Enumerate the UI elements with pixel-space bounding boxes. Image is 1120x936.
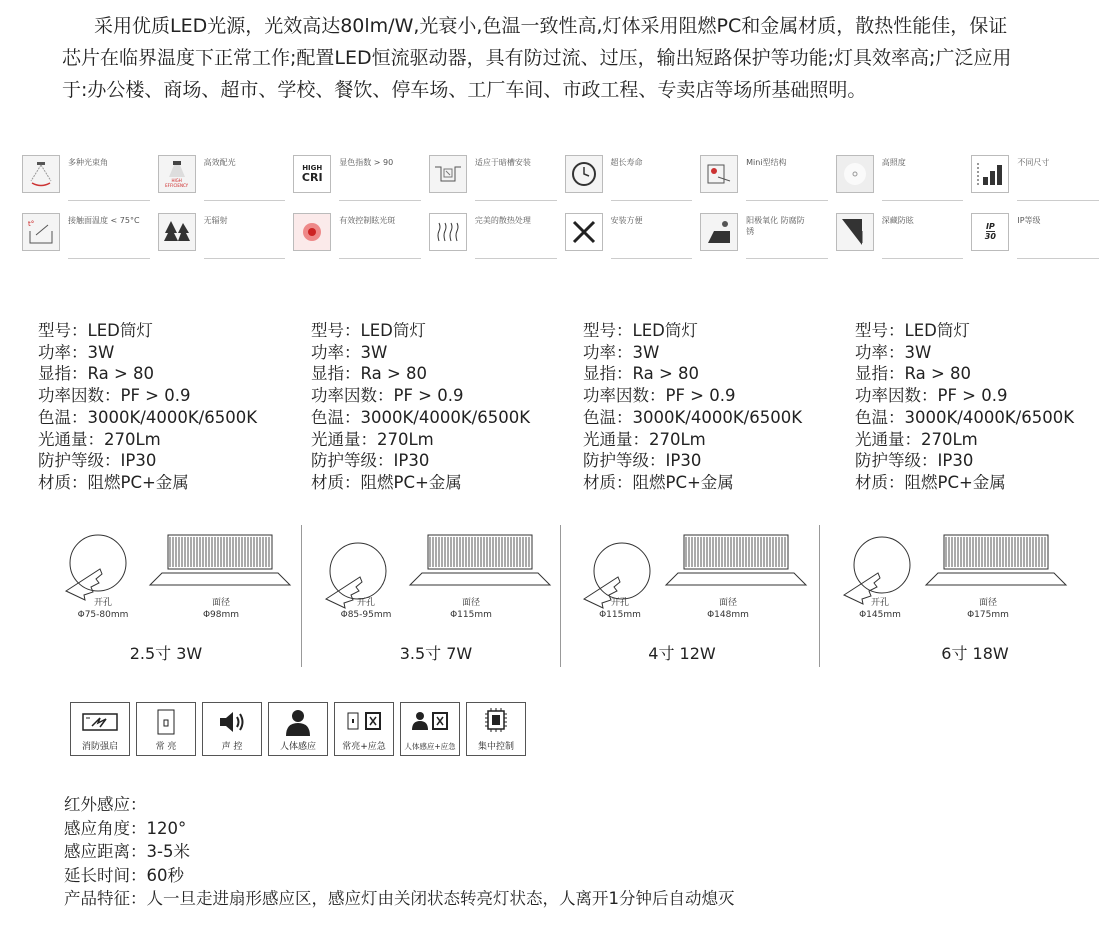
divider-line	[204, 200, 286, 201]
divider-line	[611, 200, 693, 201]
intro-line: 于:办公楼、商场、超市、学校、餐饮、停车场、工厂车间、市政工程、专卖店等场所基础照明。	[62, 79, 867, 101]
dimension-diagram	[570, 525, 830, 665]
spec-line: 色温：3000K/4000K/6500K	[38, 407, 258, 427]
sensor-feature: 产品特征：人一旦走进扇形感应区，感应灯由关闭状态转亮灯状态，人离开1分钟后自动熄灭	[64, 889, 735, 908]
spec-line: 色温：3000K/4000K/6500K	[855, 407, 1075, 427]
divider-line	[1017, 258, 1099, 259]
feature-label: 安装方便	[610, 216, 643, 225]
high-efficiency-icon	[158, 155, 196, 193]
control-mode-label: 人体感应+应急	[404, 742, 456, 751]
divider-line	[339, 200, 421, 201]
divider-line	[611, 258, 693, 259]
control-mode-item	[202, 702, 262, 756]
temperature-text: t°	[28, 220, 35, 228]
feature-label: 超长寿命	[610, 158, 643, 167]
sensor-description	[64, 793, 735, 911]
control-mode-label: 常 亮	[155, 742, 177, 752]
control-mode-item	[268, 702, 328, 756]
feature-label: 高效配光	[203, 158, 236, 167]
spec-line: 功率：3W	[38, 342, 115, 362]
face-value: Φ98mm	[202, 610, 240, 620]
spec-line: 材质：阻燃PC+金属	[38, 472, 189, 492]
divider-line	[339, 258, 421, 259]
spec-block	[311, 320, 530, 494]
human-sensor-icon	[269, 707, 327, 737]
sensor-title: 红外感应：	[64, 795, 147, 814]
spec-line: 型号：LED筒灯	[583, 321, 698, 340]
hole-value: Φ75-80mm	[77, 610, 129, 620]
feature-label: 完美的散热处理	[474, 216, 531, 225]
divider-line	[882, 200, 964, 201]
spec-line: 色温：3000K/4000K/6500K	[583, 407, 803, 427]
spec-line: 材质：阻燃PC+金属	[855, 472, 1006, 492]
spec-block	[38, 320, 257, 494]
control-mode-item	[466, 702, 526, 756]
feature-item	[22, 153, 158, 211]
feature-item	[158, 153, 294, 211]
feature-label: Mini型结构	[746, 158, 787, 167]
sensor-distance: 感应距离：3-5米	[64, 842, 190, 861]
beam-angle-icon	[22, 155, 60, 193]
spec-line: 功率因数：PF > 0.9	[311, 386, 464, 406]
spec-line: 功率因数：PF > 0.9	[38, 386, 191, 406]
always-on-emergency-icon	[335, 707, 393, 737]
control-mode-label: 人体感应	[279, 742, 316, 752]
control-modes	[70, 702, 532, 756]
feature-item	[700, 153, 836, 211]
control-mode-label: 常亮+应急	[342, 742, 386, 752]
size-label: 2.5寸 3W	[129, 644, 203, 663]
face-label: 面径	[461, 598, 480, 608]
spec-line: 显指：Ra > 80	[38, 364, 155, 384]
high-illuminance-icon	[836, 155, 874, 193]
spec-line: 光通量：270Lm	[311, 429, 434, 449]
hole-label: 开孔	[356, 598, 375, 608]
spec-line: 防护等级：IP30	[311, 451, 430, 471]
hole-value: Φ145mm	[859, 610, 901, 620]
human-sensor-emergency-icon	[401, 707, 459, 737]
feature-row	[22, 211, 1107, 269]
feature-label: 接触面温度 < 75°C	[68, 216, 140, 225]
size-label: 6寸 18W	[941, 644, 1009, 663]
control-mode-label: 集中控制	[477, 742, 514, 752]
long-life-clock-icon	[565, 155, 603, 193]
sensor-angle: 感应角度：120°	[64, 818, 187, 838]
spec-line: 功率因数：PF > 0.9	[855, 386, 1008, 406]
spec-line: 材质：阻燃PC+金属	[583, 472, 734, 492]
intro-line: 芯片在临界温度下正常工作;配置LED恒流驱动器，具有防过流、过压，输出短路保护等功能;灯具效率高;广泛应用	[62, 47, 1012, 69]
feature-item	[293, 211, 429, 269]
spec-line: 色温：3000K/4000K/6500K	[311, 407, 531, 427]
divider-line	[475, 200, 557, 201]
feature-label: 显色指数 > 90	[339, 158, 394, 167]
spec-line: 功率：3W	[311, 342, 388, 362]
spec-line: 光通量：270Lm	[583, 429, 706, 449]
glare-control-icon	[293, 213, 331, 251]
feature-item	[971, 153, 1107, 211]
spec-line: 型号：LED筒灯	[38, 321, 153, 340]
control-mode-item	[70, 702, 130, 756]
divider-line	[475, 258, 557, 259]
feature-row	[22, 153, 1107, 211]
feature-item	[158, 211, 294, 269]
spec-line: 功率：3W	[855, 342, 932, 362]
feature-item	[836, 211, 972, 269]
spec-line: 显指：Ra > 80	[583, 364, 700, 384]
face-value: Φ148mm	[707, 610, 749, 620]
cri-text-high: HIGH	[302, 164, 323, 172]
spec-line: 显指：Ra > 80	[855, 364, 972, 384]
spec-line: 光通量：270Lm	[38, 429, 161, 449]
feature-label: 高照度	[881, 158, 906, 167]
intro-paragraph	[62, 10, 1062, 106]
fire-emergency-icon	[71, 707, 129, 737]
cri-text-cri: CRI	[301, 171, 323, 184]
spec-line: 防护等级：IP30	[38, 451, 157, 471]
dimension-diagram	[306, 525, 566, 665]
divider-line	[68, 258, 150, 259]
divider-line	[68, 200, 150, 201]
feature-label: IP等级	[1017, 216, 1041, 225]
feature-item	[565, 153, 701, 211]
deep-anti-glare-icon	[836, 213, 874, 251]
size-label: 3.5寸 7W	[399, 644, 473, 663]
feature-label: 多种光束角	[68, 158, 108, 167]
feature-label: 阳极氧化 防腐防锈	[746, 216, 805, 236]
sensor-delay: 延长时间：60秒	[64, 865, 184, 885]
spec-line: 功率因数：PF > 0.9	[583, 386, 736, 406]
feature-label: 有效控制眩光斑	[339, 216, 396, 225]
face-label: 面径	[211, 598, 230, 608]
hole-label: 开孔	[870, 598, 889, 608]
feature-label: 不同尺寸	[1017, 158, 1050, 167]
divider-line	[1017, 200, 1099, 201]
ip-rating-icon	[971, 213, 1009, 251]
heat-dissipation-icon	[429, 213, 467, 251]
feature-label: 无辐射	[203, 216, 228, 225]
spec-line: 型号：LED筒灯	[311, 321, 426, 340]
control-mode-item	[400, 702, 460, 756]
recessed-install-icon	[429, 155, 467, 193]
divider-line	[746, 200, 828, 201]
feature-label: 适应于暗槽安装	[474, 158, 531, 167]
control-mode-item	[136, 702, 196, 756]
feature-item	[700, 211, 836, 269]
feature-item	[293, 153, 429, 211]
hole-value: Φ115mm	[599, 610, 641, 620]
spec-block	[583, 320, 802, 494]
control-mode-label: 消防强启	[81, 742, 118, 752]
mini-structure-icon	[700, 155, 738, 193]
feature-item	[565, 211, 701, 269]
anodized-icon	[700, 213, 738, 251]
feature-item	[429, 153, 565, 211]
sizes-icon	[971, 155, 1009, 193]
ip-number: 30	[984, 232, 996, 241]
hole-label: 开孔	[610, 598, 629, 608]
high-cri-icon	[293, 155, 331, 193]
feature-item	[971, 211, 1107, 269]
spec-line: 光通量：270Lm	[855, 429, 978, 449]
spec-block	[855, 320, 1074, 494]
face-label: 面径	[718, 598, 737, 608]
feature-label: 深藏防眩	[881, 216, 914, 225]
divider-line	[746, 258, 828, 259]
spec-line: 功率：3W	[583, 342, 660, 362]
easy-install-tools-icon	[565, 213, 603, 251]
no-radiation-trees-icon	[158, 213, 196, 251]
divider-line	[204, 258, 286, 259]
control-mode-label: 声 控	[221, 742, 243, 752]
feature-item	[836, 153, 972, 211]
feature-item	[22, 211, 158, 269]
dimension-diagram	[46, 525, 306, 665]
spec-line: 防护等级：IP30	[583, 451, 702, 471]
face-label: 面径	[978, 598, 997, 608]
surface-temperature-icon	[22, 213, 60, 251]
dimension-diagram	[830, 525, 1090, 665]
ip-text: IP	[985, 222, 995, 231]
sound-control-speaker-icon	[203, 707, 261, 737]
always-on-switch-icon	[137, 707, 195, 737]
high-efficiency-text: HIGH EFFICIENCY	[165, 178, 189, 188]
size-label: 4寸 12W	[648, 644, 716, 663]
feature-item	[429, 211, 565, 269]
face-value: Φ115mm	[450, 610, 492, 620]
central-control-chip-icon	[467, 707, 525, 737]
spec-line: 显指：Ra > 80	[311, 364, 428, 384]
hole-label: 开孔	[93, 598, 112, 608]
face-value: Φ175mm	[967, 610, 1009, 620]
hole-value: Φ85-95mm	[340, 610, 392, 620]
feature-grid	[22, 153, 1107, 269]
spec-line: 型号：LED筒灯	[855, 321, 970, 340]
spec-line: 材质：阻燃PC+金属	[311, 472, 462, 492]
intro-line: 采用优质LED光源，光效高达80lm/W,光衰小,色温一致性高,灯体采用阻燃PC和金属材质，散热性能佳，保证	[94, 15, 1008, 37]
spec-line: 防护等级：IP30	[855, 451, 974, 471]
divider-line	[882, 258, 964, 259]
control-mode-item	[334, 702, 394, 756]
